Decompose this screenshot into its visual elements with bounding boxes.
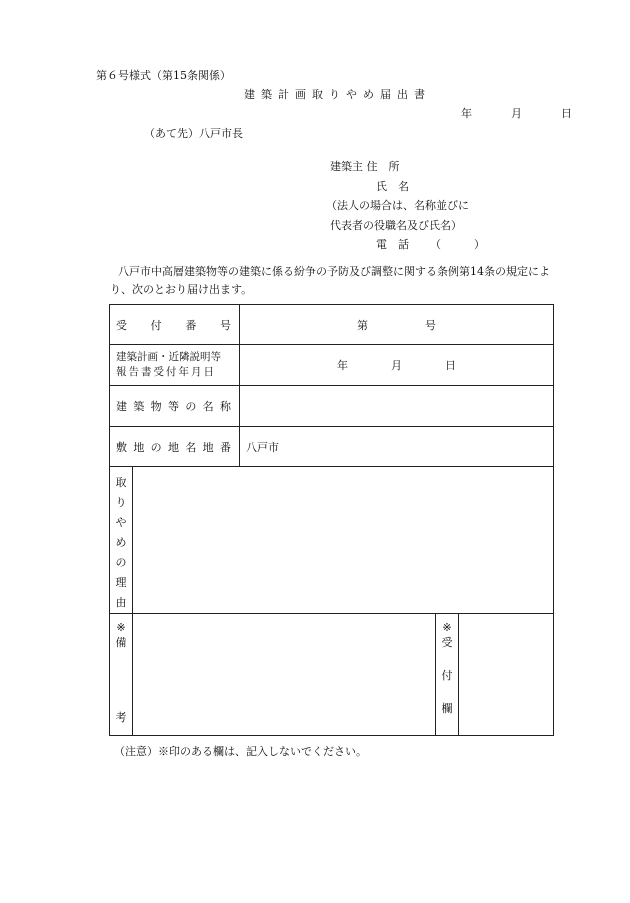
- label-char: 理: [115, 576, 127, 589]
- remarks-label: [110, 614, 133, 736]
- lot-label: [110, 427, 240, 467]
- report-year: 年: [337, 359, 349, 372]
- applicant-block: [326, 157, 485, 255]
- dai-label: 第: [357, 318, 369, 332]
- building-name-label: [110, 386, 240, 427]
- remarks-bottom: 考: [115, 711, 127, 724]
- label-char: 称: [219, 400, 231, 413]
- reason-value[interactable]: [133, 467, 554, 614]
- label-char: 地: [133, 440, 145, 454]
- document-title: 建築計画取りやめ届出書: [244, 88, 431, 101]
- form-table: [109, 304, 554, 736]
- label-char: 受: [441, 636, 453, 649]
- report-day: 日: [445, 359, 457, 372]
- label-char: 名: [185, 440, 197, 454]
- label-char: 番: [185, 318, 197, 332]
- remarks-value[interactable]: [133, 614, 436, 736]
- remarks-mark: ※: [116, 621, 126, 634]
- applicant-prefix: 建築主: [330, 160, 363, 173]
- reason-label: [110, 467, 133, 614]
- label-char: め: [115, 536, 127, 549]
- label-char: 築: [133, 400, 145, 413]
- label-char: 付: [441, 669, 453, 682]
- name-label: 氏 名: [376, 179, 409, 193]
- label-char: 敷: [116, 440, 127, 454]
- report-date-label-line1: 建築計画・近隣説明等: [116, 351, 221, 363]
- go-label: 号: [425, 318, 437, 332]
- date-year: 年: [461, 107, 472, 120]
- note: （注意）※印のある欄は、記入しないでください。: [114, 745, 367, 758]
- label-char: 番: [219, 440, 231, 454]
- lot-city: 八戸市: [246, 440, 279, 454]
- label-char: 物: [150, 400, 162, 413]
- label-char: や: [115, 516, 127, 529]
- report-month: 月: [391, 359, 403, 372]
- row-report-date: [110, 345, 554, 386]
- row-lot: [110, 427, 554, 467]
- label-char: 欄: [441, 702, 453, 715]
- reception-number-label: [110, 305, 240, 345]
- lot-value[interactable]: [240, 427, 554, 467]
- building-name-value[interactable]: [240, 386, 554, 427]
- phone-paren: （ ）: [429, 238, 485, 251]
- label-char: 号: [219, 318, 231, 332]
- label-char: 受: [116, 318, 127, 332]
- receipt-mark: ※: [442, 621, 452, 634]
- phone-label: 電 話: [376, 238, 409, 251]
- address-label: 住 所: [366, 160, 400, 173]
- body-text: 八戸市中高層建築物等の建築に係る紛争の予防及び調整に関する条例第14条の規定により、次のとおり届け出ます。: [110, 265, 550, 296]
- label-char: り: [115, 496, 127, 509]
- report-date-label-line2: 報告書受付年月日: [116, 366, 216, 378]
- label-char: 由: [115, 596, 127, 609]
- label-char: 付: [150, 318, 162, 332]
- label-char: 等: [167, 400, 179, 413]
- addressee: （あて先）八戸市長: [144, 127, 243, 140]
- remarks-top: 備: [115, 636, 127, 649]
- receipt-value[interactable]: [459, 614, 554, 736]
- corp-note-2: 代表者の役職名及び氏名）: [330, 218, 462, 232]
- corp-note-1: （法人の場合は、名称並びに: [326, 199, 469, 212]
- label-char: 建: [116, 400, 127, 413]
- label-char: の: [150, 440, 162, 454]
- label-char: の: [115, 556, 127, 569]
- label-char: の: [185, 400, 197, 413]
- reception-number-value[interactable]: [240, 305, 554, 345]
- report-date-value[interactable]: [240, 345, 554, 386]
- row-remarks: [110, 614, 554, 736]
- submission-date: [461, 105, 572, 121]
- row-building-name: [110, 386, 554, 427]
- label-char: 取: [115, 476, 127, 489]
- row-reception-number: [110, 305, 554, 345]
- label-char: 地: [167, 440, 179, 454]
- label-char: 名: [202, 400, 214, 413]
- label-char: 地: [202, 440, 214, 454]
- receipt-label: [436, 614, 459, 736]
- row-reason: [110, 467, 554, 614]
- date-day: 日: [561, 107, 572, 120]
- report-date-label: [110, 345, 240, 386]
- form-number: 第６号様式（第15条関係）: [96, 69, 231, 82]
- date-month: 月: [511, 107, 522, 120]
